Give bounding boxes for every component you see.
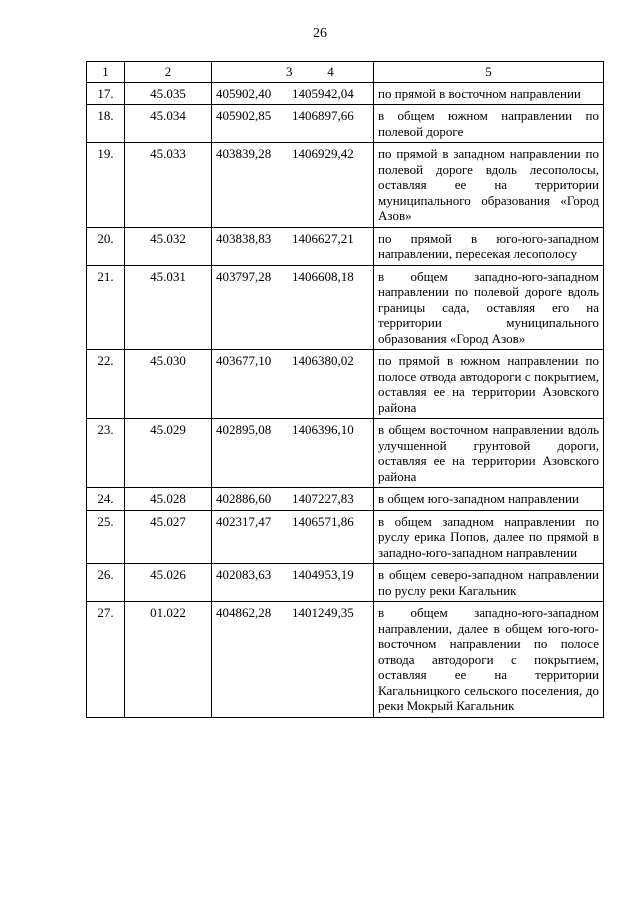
point-code: 45.027 — [125, 510, 212, 564]
coordinates-cell — [212, 602, 374, 718]
page-number: 26 — [313, 26, 327, 41]
coordinate-x: 405902,85 — [216, 108, 272, 123]
direction-description: в общем южном направлении по полевой дороге — [374, 105, 604, 143]
table-row — [87, 510, 604, 564]
table-row — [87, 82, 604, 105]
row-number: 19. — [87, 143, 125, 228]
coordinate-x: 402886,60 — [216, 491, 272, 506]
table-row — [87, 602, 604, 718]
point-code: 45.033 — [125, 143, 212, 228]
coordinates-cell — [212, 564, 374, 602]
row-number: 21. — [87, 265, 125, 350]
coordinate-x: 402317,47 — [216, 513, 272, 529]
direction-description: по прямой в юго-юго-западном направлении, пересекая лесополосу — [374, 227, 604, 265]
coordinates-cell — [212, 82, 374, 105]
coordinate-x: 403677,10 — [216, 353, 272, 368]
coordinates-cell — [212, 265, 374, 350]
row-number: 17. — [87, 82, 125, 105]
direction-description: в общем западно-юго-западном направлении, далее в общем юго-юго-восточном направлении по полосе отвода автодороги с покрытием, оставляя ее на территории Кагальницкого сельского поселения, до реки Мокрый Кагальник — [374, 602, 604, 718]
coordinate-x: 403838,83 — [216, 230, 272, 246]
direction-description: в общем восточном направлении вдоль улучшенной грунтовой дороги, оставляя ее на территории Азовского района — [374, 419, 604, 488]
coordinates-cell — [212, 227, 374, 265]
table-row — [87, 350, 604, 419]
table-row — [87, 143, 604, 228]
coordinate-y: 1406608,18 — [292, 268, 354, 284]
coordinate-x: 404862,28 — [216, 605, 272, 620]
direction-description: в общем западном направлении по руслу ерика Попов, далее по прямой в западно-юго-западном направлении — [374, 510, 604, 564]
point-code: 45.031 — [125, 265, 212, 350]
coordinate-y: 1406571,86 — [292, 513, 354, 529]
coordinates-cell — [212, 143, 374, 228]
table-row — [87, 564, 604, 602]
point-code: 45.034 — [125, 105, 212, 143]
point-code: 45.028 — [125, 488, 212, 511]
header-col-5: 5 — [374, 62, 604, 83]
coordinates-cell — [212, 105, 374, 143]
table-row — [87, 488, 604, 511]
coordinate-y: 1404953,19 — [292, 567, 354, 582]
coordinate-y: 1407227,83 — [292, 491, 354, 506]
direction-description: в общем юго-западном направлении — [374, 488, 604, 511]
header-col-1: 1 — [87, 62, 125, 83]
point-code: 45.035 — [125, 82, 212, 105]
coordinate-x: 405902,40 — [216, 85, 272, 101]
row-number: 23. — [87, 419, 125, 488]
point-code: 45.026 — [125, 564, 212, 602]
point-code: 45.029 — [125, 419, 212, 488]
point-code: 01.022 — [125, 602, 212, 718]
row-number: 18. — [87, 105, 125, 143]
coordinate-y: 1406396,10 — [292, 422, 354, 437]
table-row — [87, 227, 604, 265]
coordinate-y: 1406897,66 — [292, 108, 354, 123]
coordinate-y: 1406380,02 — [292, 353, 354, 368]
coordinates-cell — [212, 350, 374, 419]
row-number: 26. — [87, 564, 125, 602]
coordinate-y: 1406929,42 — [292, 146, 354, 161]
direction-description: по прямой в западном направлении по полевой дороге вдоль лесополосы, оставляя ее на территории муниципального образования «Город Азов» — [374, 143, 604, 228]
coordinates-cell — [212, 488, 374, 511]
header-col-3-4 — [212, 62, 374, 83]
row-number: 27. — [87, 602, 125, 718]
coordinates-cell — [212, 419, 374, 488]
coordinate-y: 1405942,04 — [292, 85, 354, 101]
row-number: 20. — [87, 227, 125, 265]
direction-description: в общем северо-западном направлении по руслу реки Кагальник — [374, 564, 604, 602]
coordinate-y: 1401249,35 — [292, 605, 354, 620]
boundary-table — [86, 61, 604, 718]
direction-description: по прямой в восточном направлении — [374, 82, 604, 105]
header-col-2: 2 — [125, 62, 212, 83]
coordinate-x: 403839,28 — [216, 146, 272, 161]
table-row — [87, 419, 604, 488]
header-col-4: 4 — [327, 64, 334, 79]
direction-description: в общем западно-юго-западном направлении по полевой дороге вдоль границы сада, оставляя его на территории муниципального образования «Город Азов» — [374, 265, 604, 350]
coordinate-x: 402895,08 — [216, 422, 272, 437]
coordinate-y: 1406627,21 — [292, 230, 354, 246]
header-col-3: 3 — [286, 64, 293, 79]
table-body — [87, 62, 604, 718]
point-code: 45.032 — [125, 227, 212, 265]
coordinate-x: 403797,28 — [216, 268, 272, 284]
row-number: 22. — [87, 350, 125, 419]
table-header-row — [87, 62, 604, 83]
row-number: 24. — [87, 488, 125, 511]
coordinate-x: 402083,63 — [216, 567, 272, 582]
row-number: 25. — [87, 510, 125, 564]
coordinates-cell — [212, 510, 374, 564]
direction-description: по прямой в южном направлении по полосе отвода автодороги с покрытием, оставляя ее на территории Азовского района — [374, 350, 604, 419]
table-row — [87, 265, 604, 350]
table-row — [87, 105, 604, 143]
point-code: 45.030 — [125, 350, 212, 419]
